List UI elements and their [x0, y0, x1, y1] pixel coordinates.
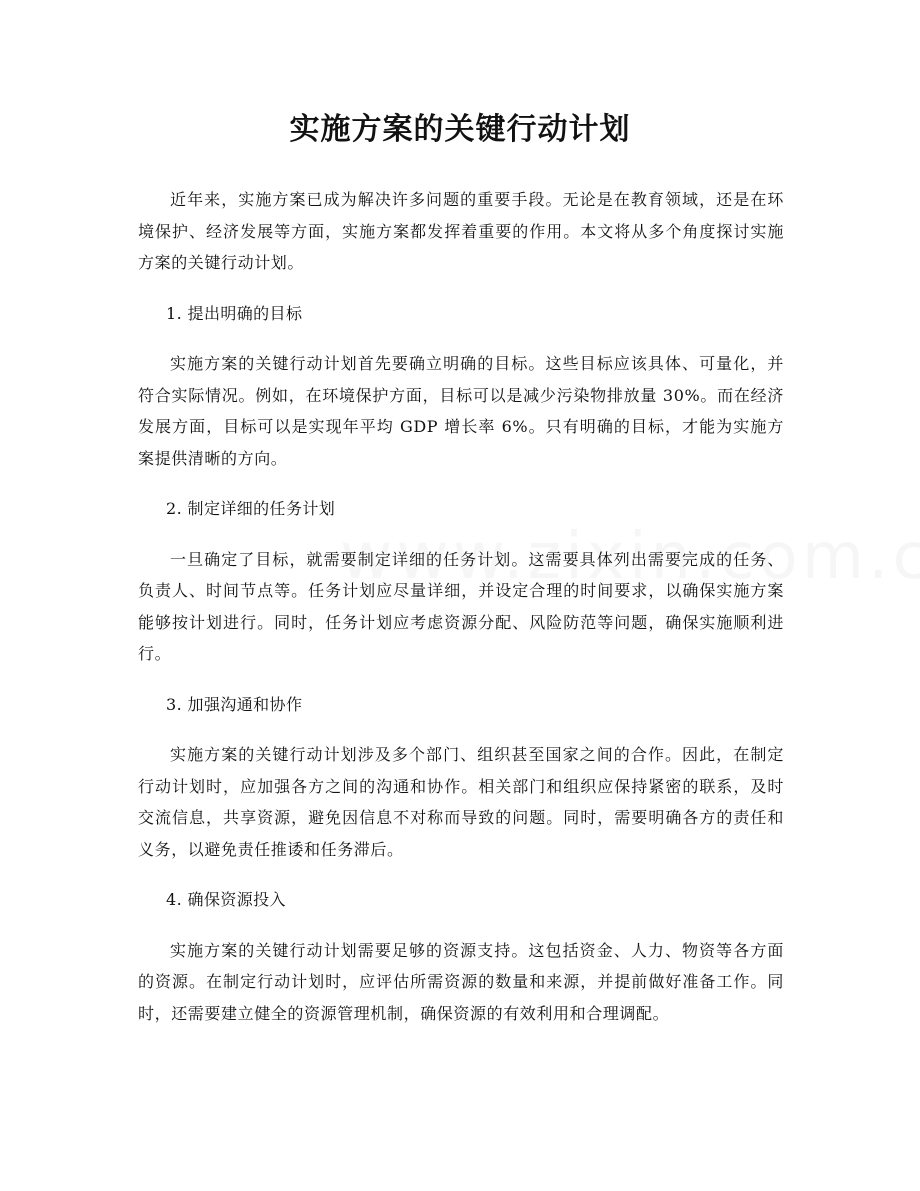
section-paragraph-2: 一旦确定了目标，就需要制定详细的任务计划。这需要具体列出需要完成的任务、负责人、时间节点等。任务计划应尽量详细，并设定合理的时间要求，以确保实施方案能够按计划进行。同时，任务计划应考虑资源分配、风险防范等问题，确保实施顺利进行。 [138, 549, 784, 663]
section-heading-2: 2. 制定详细的任务计划 [166, 499, 336, 518]
section-heading-1: 1. 提出明确的目标 [166, 303, 303, 323]
document-body [138, 184, 784, 1048]
intro-paragraph: 近年来，实施方案已成为解决许多问题的重要手段。无论是在教育领域，还是在环境保护、经济发展等方面，实施方案都发挥着重要的作用。本文将从多个角度探讨实施方案的关键行动计划。 [138, 190, 784, 272]
section-paragraph-1: 实施方案的关键行动计划首先要确立明确的目标。这些目标应该具体、可量化，并符合实际情况。例如，在环境保护方面，目标可以是减少污染物排放量 30%。而在经济发展方面，目标可以是实现年平均 GDP 增长率 6%。只有明确的目标，才能为实施方案提供清晰的方向。 [138, 354, 784, 468]
section-paragraph-4: 实施方案的关键行动计划需要足够的资源支持。这包括资金、人力、物资等各方面的资源。在制定行动计划时，应评估所需资源的数量和来源，并提前做好准备工作。同时，还需要建立健全的资源管理机制，确保资源的有效利用和合理调配。 [138, 940, 784, 1023]
section-paragraph-3: 实施方案的关键行动计划涉及多个部门、组织甚至国家之间的合作。因此，在制定行动计划时，应加强各方之间的沟通和协作。相关部门和组织应保持紧密的联系，及时交流信息，共享资源，避免因信息不对称而导致的问题。同时，需要明确各方的责任和义务，以避免责任推诿和任务滞后。 [138, 745, 784, 859]
section-heading-3: 3. 加强沟通和协作 [166, 694, 303, 714]
section-heading-4: 4. 确保资源投入 [166, 890, 286, 909]
document-title: 实施方案的关键行动计划 [289, 112, 631, 147]
